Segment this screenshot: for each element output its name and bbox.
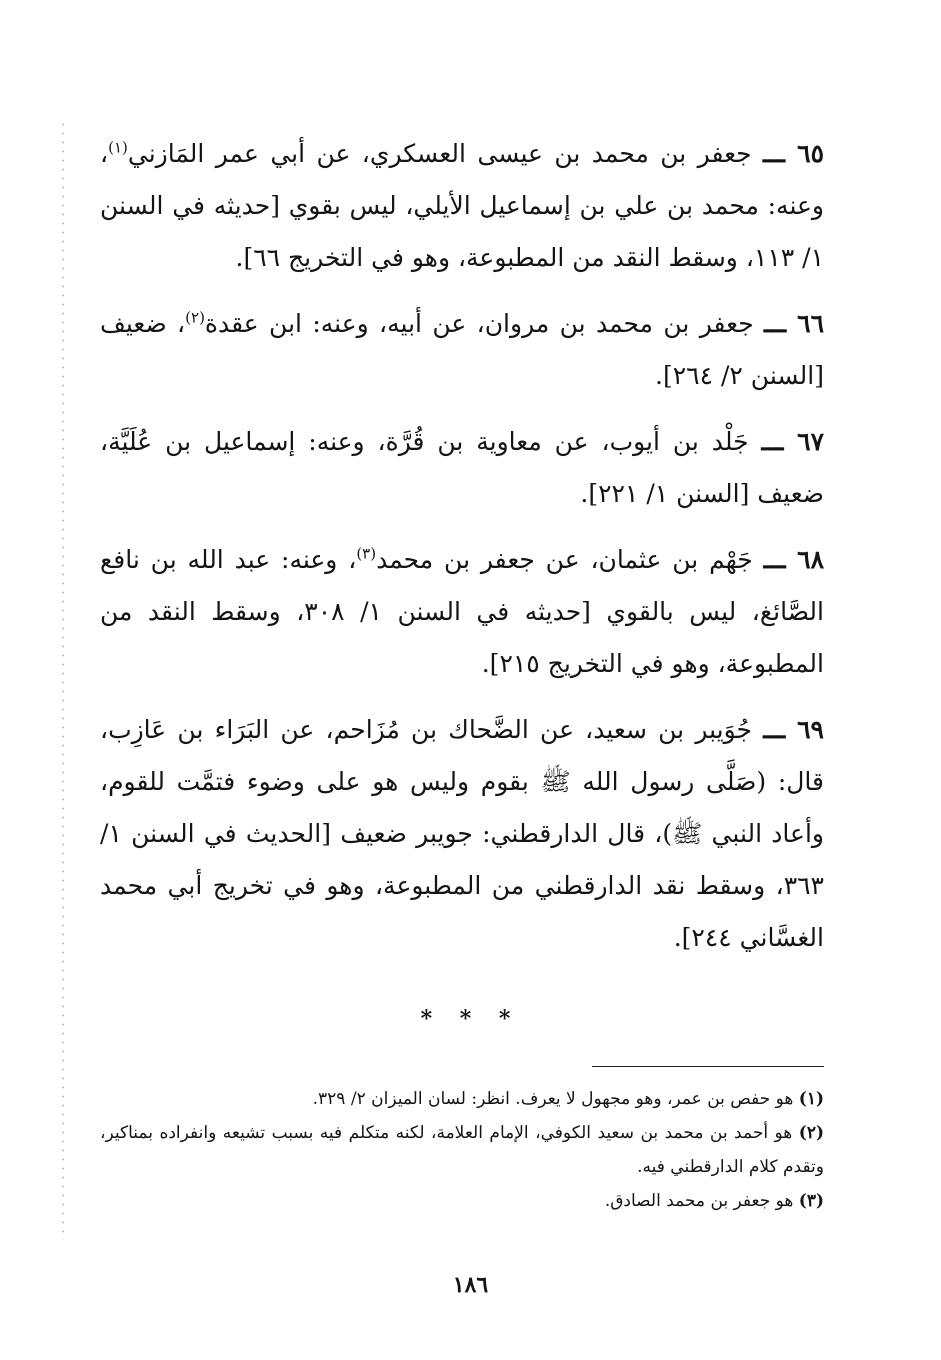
footnote-text: هو حفص بن عمر، وهو مجهول لا يعرف. انظر: لسان الميزان ٢/ ٣٢٩. <box>312 1089 799 1109</box>
footnote-label: (١) <box>798 1089 824 1109</box>
footnote-ref-2: (٢) <box>185 308 205 327</box>
entry-text: جَهْم بن عثمان، عن جعفر بن محمد <box>376 545 764 574</box>
entry-number: ٦٦ ـــ <box>764 309 824 338</box>
footnote-divider <box>592 1066 824 1067</box>
footnote-label: (٢) <box>798 1123 824 1143</box>
entry-69 <box>100 704 824 964</box>
entry-65 <box>100 128 824 284</box>
footnote-ref-3: (٣) <box>356 544 377 563</box>
entry-66 <box>100 298 824 402</box>
footnote-text: هو جعفر بن محمد الصادق. <box>604 1191 799 1211</box>
entry-text: ، وعنه: محمد بن علي بن إسماعيل الأيلي، ليس بقوي [حديثه في السنن ١/ ١١٣، وسقط النقد من المطبوعة، وهو في التخريج ٦٦]. <box>100 139 824 272</box>
entry-text: جعفر بن محمد بن مروان، عن أبيه، وعنه: ابن عقدة <box>204 309 765 338</box>
entry-number: ٦٩ ـــ <box>763 715 824 744</box>
scan-margin-dots <box>62 120 64 1240</box>
footnote-1 <box>100 1082 824 1116</box>
entry-text: جُوَيبر بن سعيد، عن الضَّحاك بن مُزَاحم، عن البَرَاء بن عَازِب، قال: (صَلَّى رسول الله ﷺ بقوم وليس هو على وضوء فتمَّت للقوم، وأعاد النبي ﷺ)، قال الدارقطني: جويبر ضعيف [الحديث في السنن ١/ ٣٦٣، وسقط نقد الدارقطني من المطبوعة، وهو في تخريج أبي محمد الغسَّاني ٢٤٤]. <box>100 715 824 952</box>
entry-text: جَلْد بن أيوب، عن معاوية بن قُرَّة، وعنه: إسماعيل بن عُلَيَّة، ضعيف [السنن ١/ ٢٢١]. <box>100 427 824 508</box>
footnote-text: هو أحمد بن محمد بن سعيد الكوفي، الإمام العلامة، لكنه متكلم فيه بسبب تشيعه وانفراده بمناكير، وتقدم كلام الدارقطني فيه. <box>100 1123 824 1177</box>
section-separator: * * * <box>420 1006 521 1032</box>
page-number: ١٨٦ <box>452 1272 489 1298</box>
entry-number: ٦٨ ـــ <box>763 545 825 574</box>
entry-number: ٦٧ ـــ <box>761 427 824 456</box>
entry-67 <box>100 416 824 520</box>
main-text <box>100 128 824 978</box>
entry-text: جعفر بن محمد بن عيسى العسكري، عن أبي عمر المَازني <box>127 139 763 168</box>
footnote-label: (٣) <box>798 1191 824 1211</box>
footnotes <box>100 1082 824 1218</box>
entry-number: ٦٥ ـــ <box>763 139 824 168</box>
entry-68 <box>100 534 824 690</box>
entry-text: ، ضعيف [السنن ٢/ ٢٦٤]. <box>100 309 824 390</box>
footnote-ref-1: (١) <box>108 138 128 157</box>
entry-text: ، وعنه: عبد الله بن نافع الصَّائغ، ليس بالقوي [حديثه في السنن ١/ ٣٠٨، وسقط النقد من المطبوعة، وهو في التخريج ٢١٥]. <box>100 545 824 678</box>
footnote-2 <box>100 1116 824 1184</box>
footnote-3 <box>100 1184 824 1218</box>
